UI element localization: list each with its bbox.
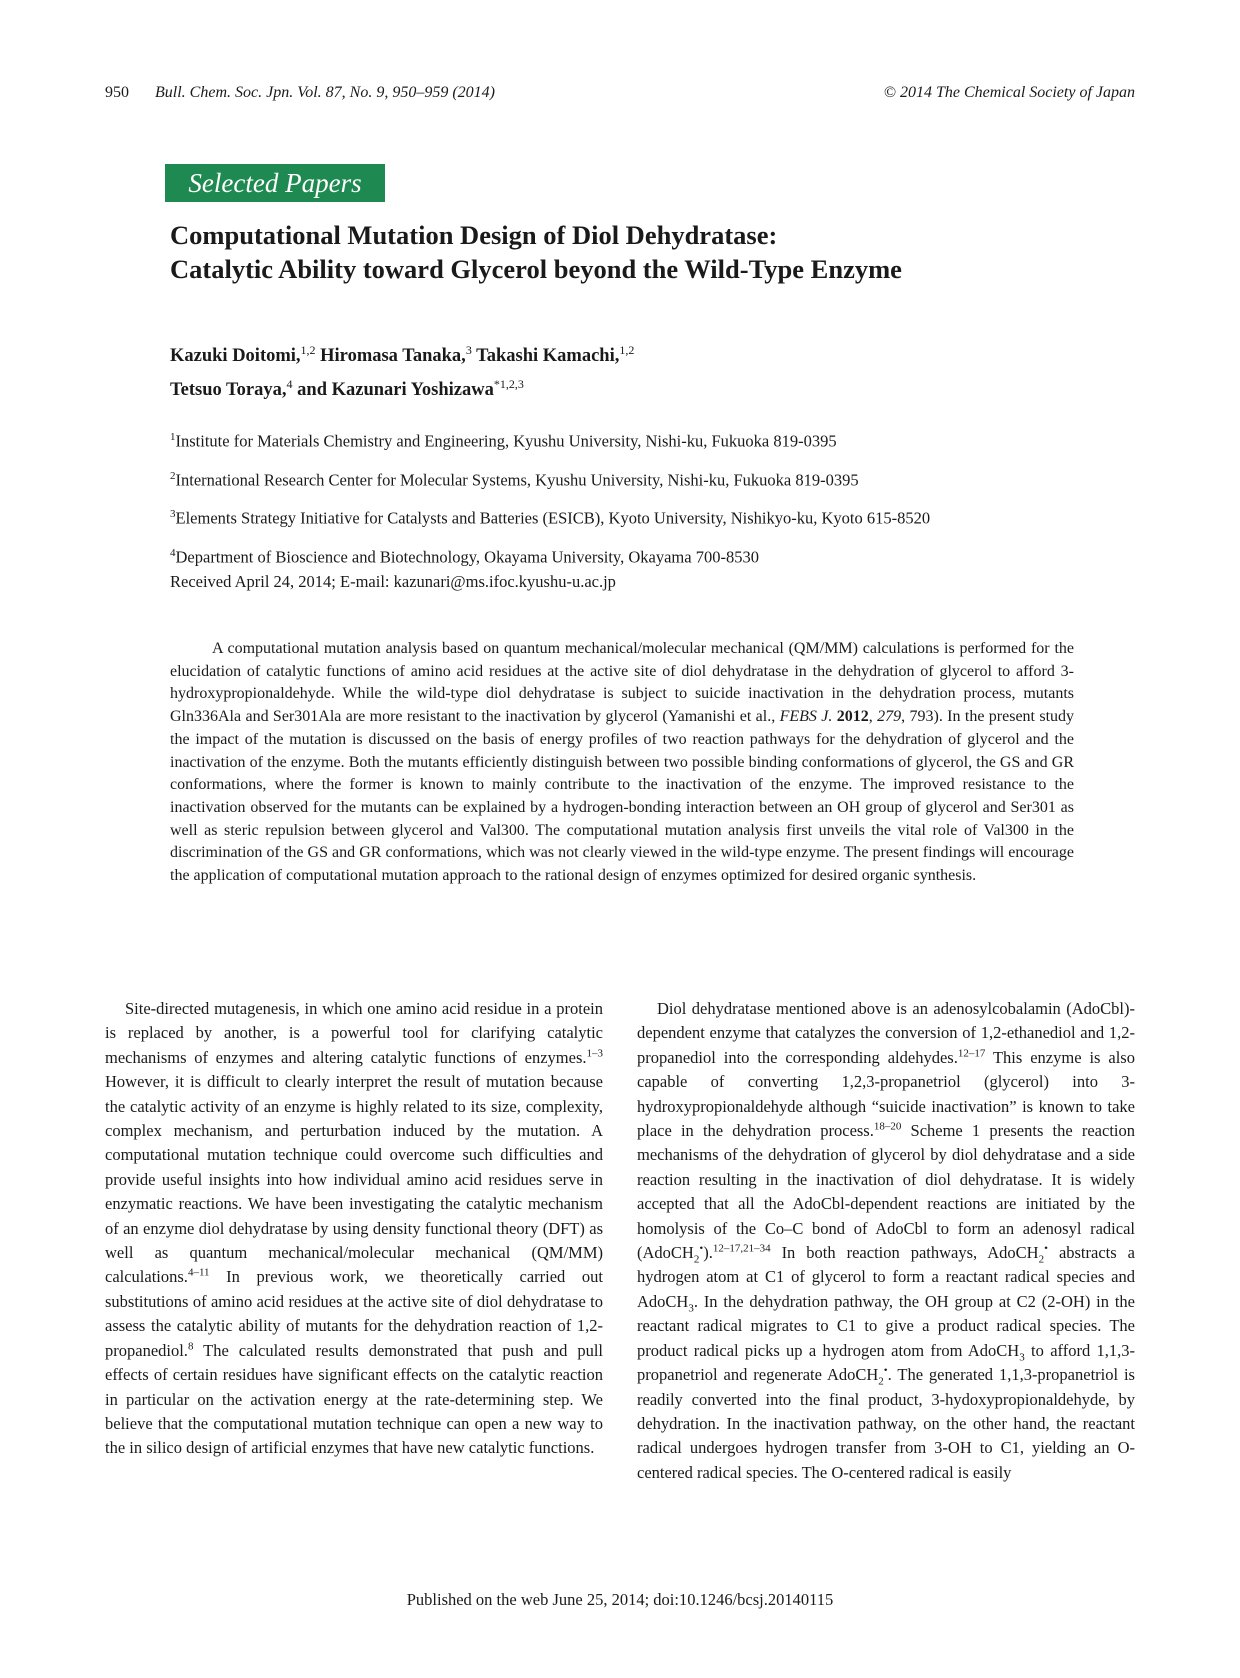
author-affiliation: 1,2: [300, 343, 316, 357]
affiliation-item: [170, 420, 1130, 459]
author-affiliation: 3: [465, 343, 472, 357]
radical-dot: •: [1044, 1242, 1048, 1255]
affiliation-item: [170, 459, 1130, 498]
citation-ref: 8: [187, 1340, 194, 1353]
body-text: . The generated 1,1,3-propanetriol is readily converted into the final product, 3-hydoxypropionaldehyde, by dehydration. In the inactivation pathway, on the other hand, the reactant radical undergoes hydrogen transfer from 3-OH to C1, yielding an O-centered radical species. The O-centered radical is easily: [637, 1365, 1135, 1482]
author-name: Tetsuo Toraya,: [170, 380, 287, 401]
copyright-notice: © 2014 The Chemical Society of Japan: [883, 84, 1135, 101]
affiliation-text: Institute for Materials Chemistry and Engineering, Kyushu University, Nishi-ku, Fukuoka 819-0395: [175, 431, 837, 451]
affiliation-number: 1: [170, 431, 176, 443]
citation-ref: 12–17,21–34: [712, 1242, 771, 1255]
title-line-2: Catalytic Ability toward Glycerol beyond the Wild-Type Enzyme: [170, 254, 902, 284]
abstract: A computational mutation analysis based on quantum mechanical/molecular mechanical (QM/MM) calculations is performed for the elucidation of catalytic functions of amino acid residues at the active site of diol dehydratase in the dehydration of glycerol to afford 3-hydroxypropionaldehyde. While the wild-type diol dehydratase is subject to suicide inactivation in the dehydration process, mutants Gln336Ala and Ser301Ala are more resistant to the inactivation by glycerol (Yamanishi et al., FEBS J. 2012, 279, 793). In the present study the impact of the mutation is discussed on the basis of energy profiles of two reaction pathways for the dehydration of glycerol and the inactivation of the enzyme. Both the mutants efficiently distinguish between two possible binding conformations of glycerol, the GS and GR conformations, where the former is known to mainly contribute to the inactivation of the enzyme. The improved resistance to the inactivation observed for the mutants can be explained by a hydrogen-bonding interaction between an OH group of glycerol and Ser301 as well as steric repulsion between glycerol and Val300. The computational mutation analysis first unveils the vital role of Val300 in the discrimination of the GS and GR conformations, which was not clearly viewed in the wild-type enzyme. The present findings will encourage the application of computational mutation approach to the rational design of enzymes optimized for desired organic synthesis.: [170, 640, 1075, 885]
citation-ref: 12–17: [957, 1047, 986, 1060]
body-text: to afford 1,1,3-propanetriol and regenerate AdoCH: [637, 1340, 1136, 1385]
author-list: [170, 336, 1070, 404]
body-text: Diol dehydratase mentioned above is an adenosylcobalamin (AdoCbl)-dependent enzyme that catalyzes the conversion of 1,2-ethanediol and 1,2-propanediol into the corresponding aldehydes.: [637, 999, 1135, 1067]
author-name: Hiromasa Tanaka,: [320, 346, 466, 367]
affiliation-number: 4: [170, 546, 176, 559]
subscript: 2: [693, 1253, 700, 1266]
page-number: 950: [105, 84, 129, 101]
abstract-ref-journal: FEBS J.: [779, 708, 833, 726]
received-line: Received April 24, 2014; E-mail: kazunari@ms.ifoc.kyushu-u.ac.jp: [170, 572, 616, 591]
running-head: [105, 84, 1135, 102]
body-text: abstracts a hydrogen atom at C1 of glycerol to form a reactant radical species and AdoCH: [637, 1243, 1135, 1311]
title-line-1: Computational Mutation Design of Diol Dehydratase:: [170, 220, 778, 250]
affiliation-text: International Research Center for Molecular Systems, Kyushu University, Nishi-ku, Fukuoka 819-0395: [175, 470, 859, 489]
body-text: . In the dehydration pathway, the OH group at C2 (2-OH) in the reactant radical migrates to C1 to give a product radical species. The product radical picks up a hydrogen atom from AdoCH: [637, 1291, 1135, 1360]
affiliation-list: [170, 420, 1130, 574]
body-text: Site-directed mutagenesis, in which one amino acid residue in a protein is replaced by another, is a powerful tool for clarifying catalytic mechanisms of enzymes and altering catalytic functions of enzymes.: [105, 999, 603, 1067]
affiliation-text: Elements Strategy Initiative for Catalysts and Batteries (ESICB), Kyoto University, Nishikyo-ku, Kyoto 615-8520: [175, 508, 931, 528]
section-badge: Selected Papers: [165, 164, 385, 202]
author-name: Kazuki Doitomi,: [170, 346, 301, 367]
affiliation-item: [170, 497, 1130, 536]
citation-ref: 1–3: [586, 1047, 603, 1060]
citation-ref: 4–11: [187, 1266, 210, 1279]
body-text: In both reaction pathways, AdoCH: [770, 1243, 1039, 1263]
publication-footer: Published on the web June 25, 2014; doi:10.1246/bcsj.20140115: [406, 1590, 834, 1609]
body-text: This enzyme is also capable of converting 1,2,3-propanetriol (glycerol) into 3-hydroxypropionaldehyde although “suicide inactivation” is known to take place in the dehydration process.: [637, 1047, 1135, 1141]
radical-dot: •: [883, 1364, 888, 1377]
body-text: The calculated results demonstrated that push and pull effects of certain residues have significant effects on the catalytic reaction in particular on the activation energy at the rate-determining step. We believe that the computational mutation technique can open a new way to the in silico design of artificial enzymes that have new catalytic functions.: [105, 1340, 603, 1458]
affiliation-item: [170, 536, 1130, 575]
author-affiliation: 4: [286, 377, 293, 392]
body-text: In previous work, we theoretically carried out substitutions of amino acid residues at the active site of diol dehydratase to assess the catalytic ability of mutants for the dehydration reaction of 1,2-propanediol.: [105, 1267, 603, 1360]
abstract-text: A computational mutation analysis based on quantum mechanical/molecular mechanical (QM/MM) calculations is performed for the elucidation of catalytic functions of amino acid residues at the active site of diol dehydratase in the dehydration of glycerol to afford 3-hydroxypropionaldehyde. While the wild-type diol dehydratase is subject to suicide inactivation in the dehydration process, mutants Gln336Ala and Ser301Ala are more resistant to the inactivation by glycerol (Yamanishi et al.,: [170, 640, 1074, 726]
body-column-left: [105, 997, 603, 1461]
affiliation-text: Department of Bioscience and Biotechnology, Okayama University, Okayama 700-8530: [175, 547, 759, 566]
affiliation-number: 2: [170, 469, 176, 482]
body-text: Scheme 1 presents the reaction mechanisms of the dehydration of glycerol by diol dehydratase and a side reaction resulting in the inactivation of diol dehydratase. It is widely accepted that all the AdoCbl-dependent reactions are initiated by the homolysis of the Co–C bond of AdoCbl to form an adenosyl radical (AdoCH: [637, 1121, 1135, 1263]
body-text: ).: [703, 1243, 713, 1263]
radical-dot: •: [699, 1242, 704, 1255]
affiliation-number: 3: [170, 508, 176, 520]
abstract-ref-year: 2012: [836, 708, 869, 726]
subscript: 2: [878, 1375, 884, 1388]
subscript: 3: [688, 1302, 694, 1315]
subscript: 2: [1038, 1253, 1045, 1266]
author-affiliation: *1,2,3: [493, 377, 524, 392]
body-text: However, it is difficult to clearly interpret the result of mutation because the catalytic activity of an enzyme is highly related to its size, complexity, complex mechanism, and perturbation induced by the mutation. A computational mutation technique could overcome such difficulties and provide useful insights into how individual amino acid residues serve in enzymatic reactions. We have been investigating the catalytic mechanism of an enzyme diol dehydratase by using density functional theory (DFT) as well as quantum mechanical/molecular mechanical (QM/MM) calculations.: [105, 1072, 603, 1287]
citation-ref: 18–20: [873, 1120, 902, 1133]
abstract-ref-volume: 279: [877, 708, 902, 726]
author-name: and Kazunari Yoshizawa: [297, 380, 494, 401]
author-name: Takashi Kamachi,: [476, 346, 620, 367]
body-column-right: [637, 997, 1135, 1485]
subscript: 3: [1019, 1350, 1025, 1363]
paper-title: [170, 218, 1150, 286]
abstract-text: , 793). In the present study the impact of the mutation is discussed on the basis of energy profiles of two reaction pathways for the dehydration of glycerol and the inactivation of the enzyme. Both the mutants efficiently distinguish between two possible binding conformations of glycerol, the GS and GR conformations, where the former is known to mainly contribute to the inactivation of the enzyme. The improved resistance to the inactivation observed for the mutants can be explained by a hydrogen-bonding interaction between an OH group of glycerol and Ser301 as well as steric repulsion between glycerol and Val300. The computational mutation analysis first unveils the vital role of Val300 in the discrimination of the GS and GR conformations, which was not clearly viewed in the wild-type enzyme. The present findings will encourage the application of computational mutation approach to the rational design of enzymes optimized for desired organic synthesis.: [170, 708, 1075, 885]
running-head-left: [105, 84, 495, 102]
journal-citation: Bull. Chem. Soc. Jpn. Vol. 87, No. 9, 950–959 (2014): [155, 84, 495, 101]
author-affiliation: 1,2: [619, 343, 635, 357]
